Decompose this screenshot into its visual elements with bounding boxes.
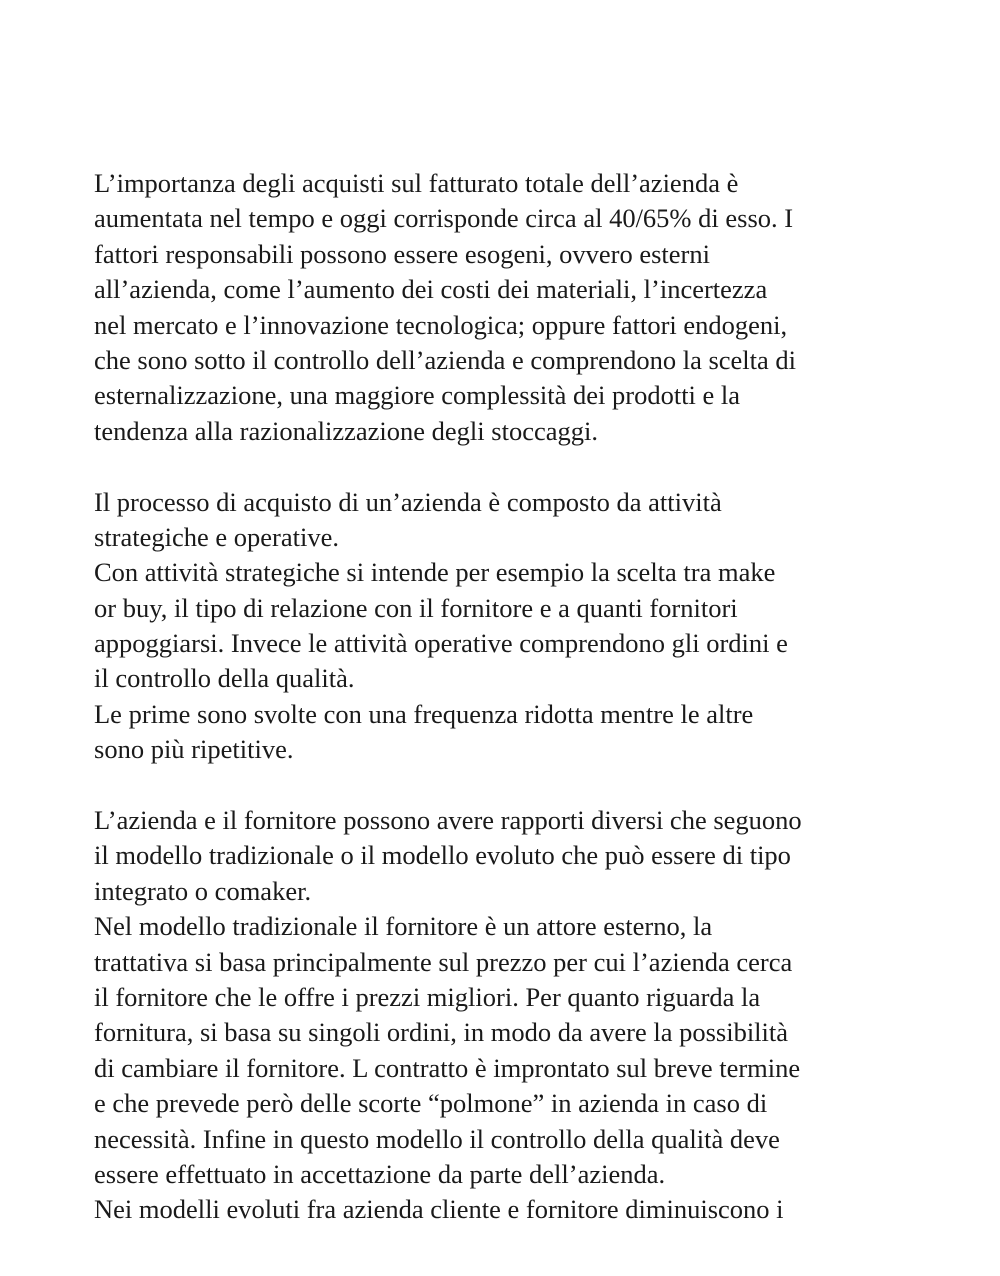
paragraph-2: [94, 485, 954, 768]
text-line: fornitura, si basa su singoli ordini, in modo da avere la possibilità: [94, 1017, 789, 1048]
text-line: Con attività strategiche si intende per esempio la scelta tra make: [94, 557, 776, 588]
text-line: integrato o comaker.: [94, 875, 312, 906]
text-line: esternalizzazione, una maggiore complessità dei prodotti e la: [94, 380, 741, 411]
text-line: L’azienda e il fornitore possono avere rapporti diversi che seguono: [94, 805, 802, 836]
text-line: aumentata nel tempo e oggi corrisponde circa al 40/65% di esso. I: [94, 203, 794, 234]
text-line: e che prevede però delle scorte “polmone” in azienda in caso di: [94, 1088, 768, 1119]
text-line: necessità. Infine in questo modello il controllo della qualità deve: [94, 1123, 780, 1154]
text-line: nel mercato e l’innovazione tecnologica; oppure fattori endogeni,: [94, 309, 788, 340]
text-line: sono più ripetitive.: [94, 734, 294, 765]
text-line: Nei modelli evoluti fra azienda cliente e fornitore diminuiscono i: [94, 1194, 784, 1225]
text-line: appoggiarsi. Invece le attività operative comprendono gli ordini e: [94, 628, 788, 659]
document-body: [94, 166, 954, 1228]
text-line: il controllo della qualità.: [94, 663, 355, 694]
text-line: trattativa si basa principalmente sul prezzo per cui l’azienda cerca: [94, 946, 793, 977]
paragraph-1: [94, 166, 954, 449]
text-line: il modello tradizionale o il modello evoluto che può essere di tipo: [94, 840, 791, 871]
paragraph-spacer: [94, 768, 954, 803]
text-line: Nel modello tradizionale il fornitore è un attore esterno, la: [94, 911, 713, 942]
text-line: or buy, il tipo di relazione con il fornitore e a quanti fornitori: [94, 592, 738, 623]
text-line: di cambiare il fornitore. L contratto è improntato sul breve termine: [94, 1052, 801, 1083]
text-line: tendenza alla razionalizzazione degli stoccaggi.: [94, 415, 598, 446]
text-line: Le prime sono svolte con una frequenza ridotta mentre le altre: [94, 698, 754, 729]
text-line: strategiche e operative.: [94, 521, 339, 552]
text-line: Il processo di acquisto di un’azienda è composto da attività: [94, 486, 722, 517]
text-line: che sono sotto il controllo dell’azienda e comprendono la scelta di: [94, 344, 797, 375]
text-line: L’importanza degli acquisti sul fatturato totale dell’azienda è: [94, 168, 739, 198]
paragraph-spacer: [94, 449, 954, 484]
text-line: all’azienda, come l’aumento dei costi dei materiali, l’incertezza: [94, 274, 768, 305]
text-line: fattori responsabili possono essere esogeni, ovvero esterni: [94, 238, 710, 269]
text-line: il fornitore che le offre i prezzi migliori. Per quanto riguarda la: [94, 981, 761, 1012]
paragraph-3: [94, 803, 954, 1228]
text-line: essere effettuato in accettazione da parte dell’azienda.: [94, 1158, 666, 1189]
